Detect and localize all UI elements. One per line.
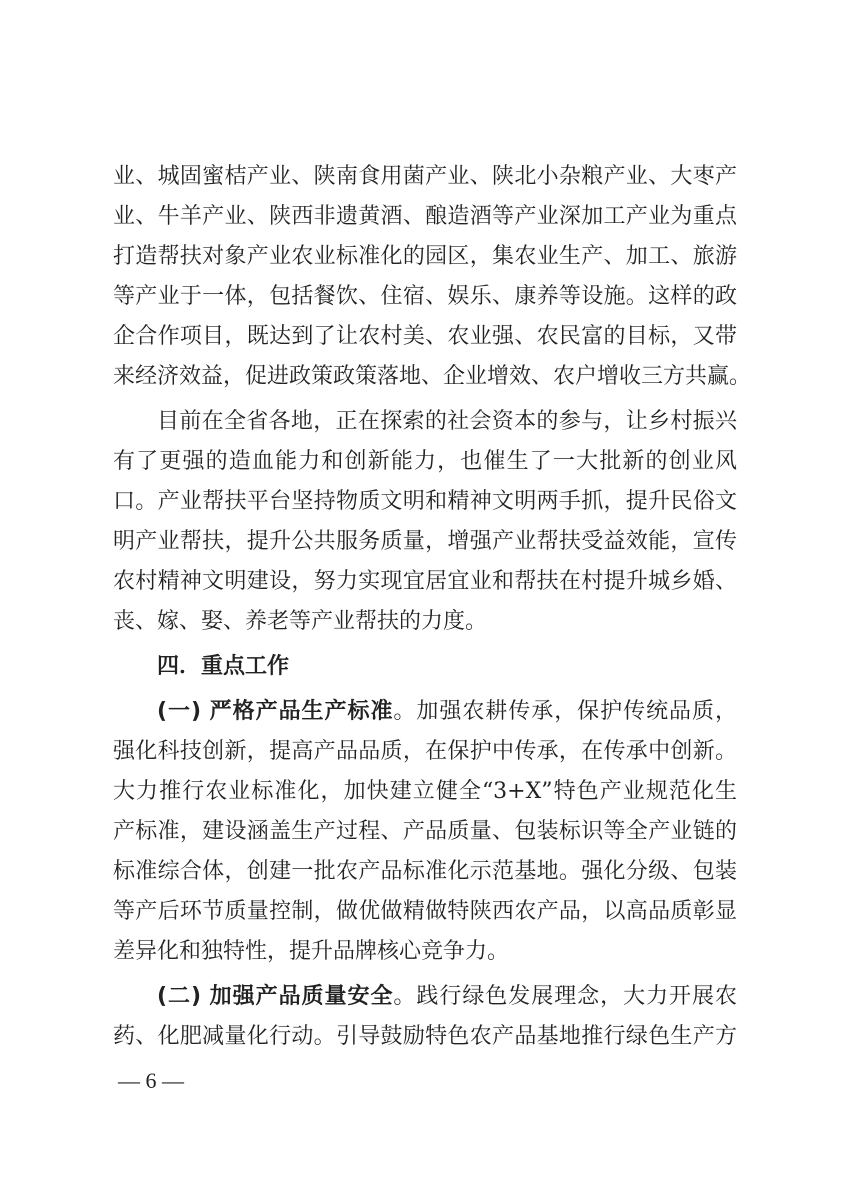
text-line: 业、牛羊产业、陕西非遗黄酒、酿造酒等产业深加工产业为重点 xyxy=(113,204,737,229)
text-line: 打造帮扶对象产业农业标准化的园区，集农业生产、加工、旅游 xyxy=(113,244,737,269)
text-line: 大力推行农业标准化，加快建立健全“3+X”特色产业规范化生 xyxy=(113,779,737,804)
text-line: 差异化和独特性，提升品牌核心竞争力。 xyxy=(113,939,510,964)
section-heading: 四．重点工作 xyxy=(157,654,290,679)
text-line: 丧、嫁、娶、养老等产业帮扶的力度。 xyxy=(113,609,488,634)
text-line: 产标准，建设涵盖生产过程、产品质量、包装标识等全产业链的 xyxy=(113,819,737,844)
text-line: 等产业于一体，包括餐饮、住宿、娱乐、康养等设施。这样的政 xyxy=(113,284,737,309)
subsection-title: (一) 严格产品生产标准 xyxy=(157,699,394,724)
text-line: 口。产业帮扶平台坚持物质文明和精神文明两手抓，提升民俗文 xyxy=(113,489,737,514)
text-line: 来经济效益，促进政策政策落地、企业增效、农户增收三方共赢。 xyxy=(113,364,752,389)
text-line: 有了更强的造血能力和创新能力，也催生了一大批新的创业风 xyxy=(113,449,737,474)
text-line xyxy=(157,697,737,727)
text-line: 明产业帮扶，提升公共服务质量，增强产业帮扶受益效能，宣传 xyxy=(113,529,737,554)
text-line: 业、城固蜜桔产业、陕南食用菌产业、陕北小杂粮产业、大枣产 xyxy=(113,164,737,189)
text-line: 农村精神文明建设，努力实现宜居宜业和帮扶在村提升城乡婚、 xyxy=(113,569,737,594)
subsection-title: (二) 加强产品质量安全 xyxy=(157,984,394,1009)
text-line: 目前在全省各地，正在探索的社会资本的参与，让乡村振兴 xyxy=(157,409,737,434)
text-line xyxy=(157,982,737,1012)
text-line: 等产后环节质量控制，做优做精做特陕西农产品，以高品质彰显 xyxy=(113,899,737,924)
text-line: 企合作项目，既达到了让农村美、农业强、农民富的目标，又带 xyxy=(113,324,737,349)
subsection-text: 。践行绿色发展理念，大力开展农 xyxy=(393,984,737,1009)
text-line: 强化科技创新，提高产品品质，在保护中传承，在传承中创新。 xyxy=(113,739,737,764)
subsection-text: 。加强农耕传承，保护传统品质， xyxy=(393,699,737,724)
text-line: 药、化肥减量化行动。引导鼓励特色农产品基地推行绿色生产方 xyxy=(113,1024,737,1049)
text-line: 标准综合体，创建一批农产品标准化示范基地。强化分级、包装 xyxy=(113,859,737,884)
page-number: — 6 — xyxy=(118,1068,184,1093)
